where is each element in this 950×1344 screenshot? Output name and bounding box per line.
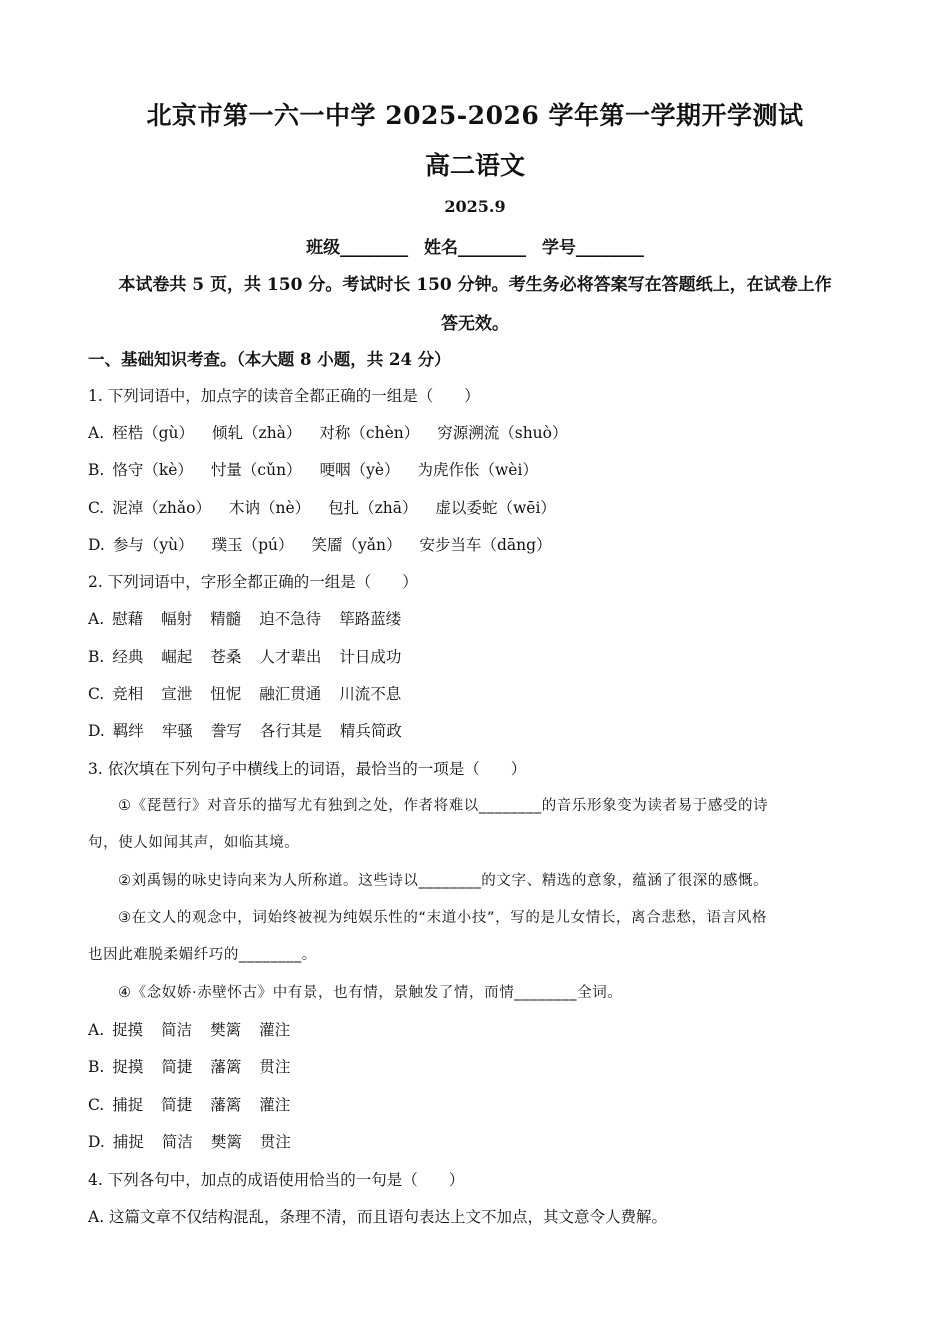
option-item: 捕捉 <box>112 1096 144 1114</box>
q3-sentence-3-line-1: ③在文人的观念中，词始终被视为纯娱乐性的“末道小技”，写的是儿女情长，离合悲愁，语言风格 <box>118 910 767 926</box>
option-label: D. <box>88 536 105 554</box>
q4-option-a: A. 这篇文章不仅结构混乱，条理不清，而且语句表达上文不加点，其文意令人费解。 <box>88 1208 668 1226</box>
q2-option-a <box>88 607 868 629</box>
q3-option-b <box>88 1055 868 1077</box>
q3-sentence-4: ④《念奴娇·赤壁怀古》中有景，也有情，景触发了情，而情________全词。 <box>118 985 623 1001</box>
q3-sentence-1-line-2: 句，使人如闻其声，如临其境。 <box>88 835 300 851</box>
q1-stem: 1. 下列词语中，加点字的读音全都正确的一组是（ ） <box>88 387 480 405</box>
option-item: 羁绊 <box>112 722 144 740</box>
option-label: A. <box>88 610 105 628</box>
option-item: 忖量（cǔn） <box>210 461 302 479</box>
option-item: 藩篱 <box>210 1058 242 1076</box>
option-item: 灌注 <box>259 1021 291 1039</box>
option-item: 幅射 <box>161 610 193 628</box>
option-label: B. <box>88 648 105 666</box>
q3-option-d <box>88 1130 868 1152</box>
option-item: 筚路蓝缕 <box>339 610 402 628</box>
q3-stem: 3. 依次填在下列句子中横线上的词语，最恰当的一项是（ ） <box>88 760 527 778</box>
option-label: D. <box>88 722 105 740</box>
option-item: 哽咽（yè） <box>319 461 400 479</box>
option-label: D. <box>88 1133 105 1151</box>
q2-option-b <box>88 645 868 667</box>
section-1-title: 一、基础知识考查。（本大题 8 小题，共 24 分） <box>88 350 451 369</box>
option-item: 慰藉 <box>112 610 144 628</box>
option-item: 对称（chèn） <box>319 424 420 442</box>
q1-option-a <box>88 421 868 443</box>
q3-option-c <box>88 1093 868 1115</box>
q4-stem: 4. 下列各句中，加点的成语使用恰当的一句是（ ） <box>88 1171 465 1189</box>
option-item: 灌注 <box>259 1096 291 1114</box>
option-item: 人才辈出 <box>259 648 322 666</box>
q3-sentence-3-line-2: 也因此难脱柔媚纤巧的________。 <box>88 947 317 963</box>
option-label: A. <box>88 1021 105 1039</box>
option-item: 木讷（nè） <box>228 499 311 517</box>
option-item: 捕捉 <box>112 1133 144 1151</box>
option-label: C. <box>88 499 105 517</box>
q3-option-a <box>88 1018 868 1040</box>
option-item: 璞玉（pú） <box>211 536 294 554</box>
q1-option-b <box>88 458 868 480</box>
option-item: 包扎（zhā） <box>328 499 418 517</box>
student-info-row <box>0 233 950 258</box>
option-item: 迫不急待 <box>259 610 322 628</box>
option-item: 简捷 <box>161 1096 193 1114</box>
option-item: 竞相 <box>112 685 144 703</box>
option-item: 各行其是 <box>259 722 322 740</box>
option-label: B. <box>88 461 105 479</box>
q1-option-d <box>88 533 868 555</box>
option-label: A. <box>88 424 105 442</box>
option-item: 樊篱 <box>210 1133 242 1151</box>
option-item: 泥淖（zhǎo） <box>112 499 211 517</box>
option-item: 恪守（kè） <box>112 461 193 479</box>
student-id-field: 学号________ <box>541 238 644 258</box>
option-item: 计日成功 <box>339 648 402 666</box>
option-item: 安步当车（dāng） <box>419 536 552 554</box>
option-item: 简洁 <box>161 1133 193 1151</box>
option-item: 捉摸 <box>112 1058 144 1076</box>
q2-option-c <box>88 682 868 704</box>
exam-notice-line-2: 答无效。 <box>441 314 509 334</box>
option-item: 简洁 <box>161 1021 193 1039</box>
option-item: 藩篱 <box>210 1096 242 1114</box>
option-item: 融汇贯通 <box>259 685 322 703</box>
q3-sentence-1-line-1: ①《琵琶行》对音乐的描写尤有独到之处，作者将难以________的音乐形象变为读者易于感受的诗 <box>118 798 769 814</box>
option-item: 誊写 <box>210 722 242 740</box>
option-item: 贯注 <box>259 1058 291 1076</box>
q2-stem: 2. 下列词语中，字形全都正确的一组是（ ） <box>88 573 418 591</box>
option-item: 崛起 <box>161 648 193 666</box>
option-item: 简捷 <box>161 1058 193 1076</box>
option-item: 樊篱 <box>210 1021 242 1039</box>
option-label: B. <box>88 1058 105 1076</box>
exam-notice-line-1: 本试卷共 5 页，共 150 分。考试时长 150 分钟。考生务必将答案写在答题纸上，在试卷上作 <box>118 275 832 295</box>
option-label: C. <box>88 685 105 703</box>
option-item: 牢骚 <box>161 722 193 740</box>
option-item: 桎梏（gù） <box>112 424 195 442</box>
option-label: C. <box>88 1096 105 1114</box>
exam-date: 2025.9 <box>444 197 506 216</box>
option-item: 贯注 <box>259 1133 291 1151</box>
option-item: 虚以委蛇（wēi） <box>435 499 556 517</box>
option-item: 为虎作伥（wèi） <box>417 461 538 479</box>
option-item: 苍桑 <box>210 648 242 666</box>
option-item: 笑靥（yǎn） <box>311 536 402 554</box>
q2-option-d <box>88 719 868 741</box>
q1-option-c <box>88 496 868 518</box>
subject-title: 高二语文 <box>424 151 525 180</box>
q3-sentence-2: ②刘禹锡的咏史诗向来为人所称道。这些诗以________的文字、精选的意象，蕴涵了很深的感慨。 <box>118 873 769 889</box>
option-item: 参与（yù） <box>112 536 194 554</box>
name-field: 姓名________ <box>424 238 526 258</box>
option-item: 精髓 <box>210 610 242 628</box>
option-item: 忸怩 <box>210 685 242 703</box>
option-item: 经典 <box>112 648 144 666</box>
class-field: 班级________ <box>306 238 409 258</box>
option-item: 精兵简政 <box>339 722 402 740</box>
option-item: 宣泄 <box>161 685 193 703</box>
option-item: 川流不息 <box>339 685 402 703</box>
option-item: 穷源溯流（shuò） <box>437 424 568 442</box>
exam-title: 北京市第一六一中学 2025-2026 学年第一学期开学测试 <box>146 101 804 130</box>
option-item: 捉摸 <box>112 1021 144 1039</box>
option-item: 倾轧（zhà） <box>212 424 302 442</box>
